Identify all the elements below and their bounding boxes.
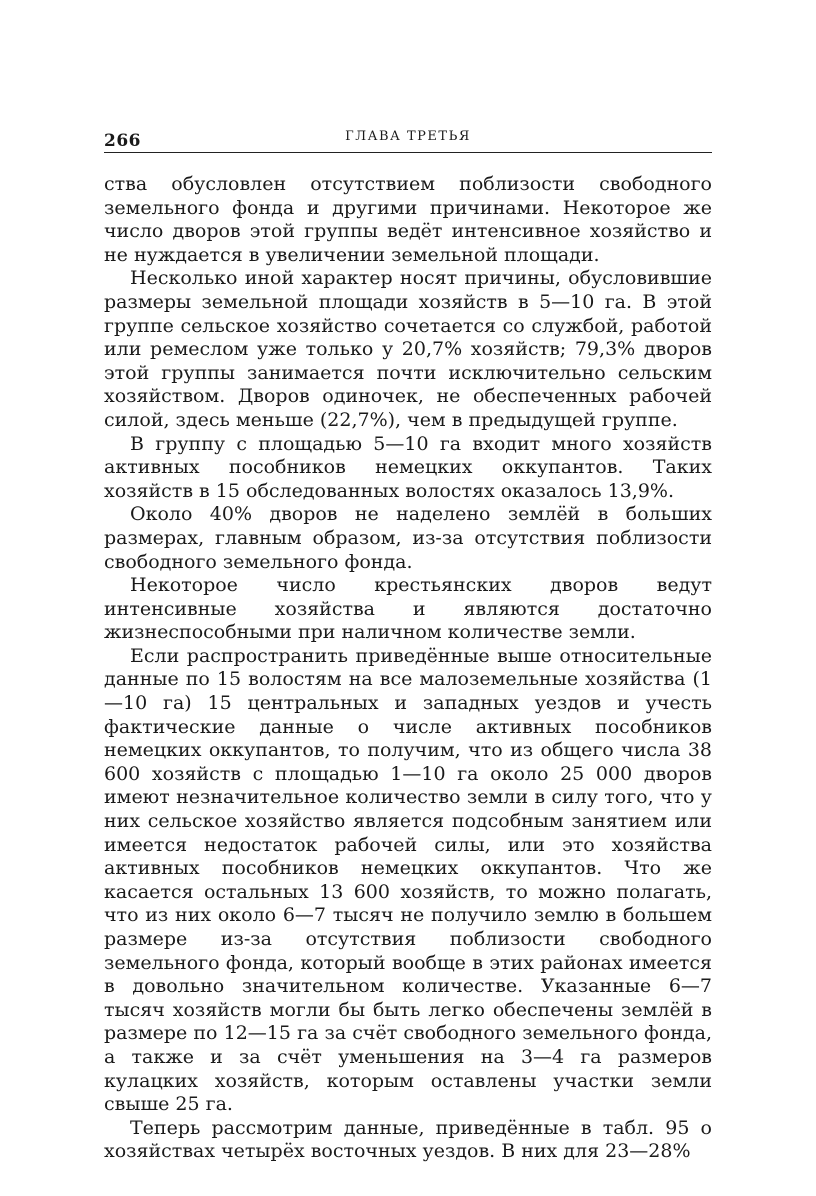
running-head <box>104 126 712 153</box>
paragraph: Около 40% дворов не наделено землёй в больших размерах, главным образом, из-за отсутствия поблизости свободного земельного фонда. <box>104 503 712 573</box>
paragraph: Теперь рассмотрим данные, приведённые в табл. 95 о хозяйствах четырёх восточных уездов. В них для 23—28% <box>104 1116 712 1163</box>
paragraph-continuation: ства обусловлен отсутствием поблизости свободного земельного фонда и другими причинами. Некоторое же число дворов этой группы ведёт интенсивное хозяйство и не нуждается в увеличении земельной площади. <box>104 173 712 266</box>
page-number: 266 <box>104 131 141 151</box>
paragraph: Несколько иной характер носят причины, обусловившие размеры земельной площади хозяйств в 5—10 га. В этой группе сельское хозяйство сочетается со службой, работой или ремеслом уже только у 20,7% хозяйств; 79,3% дворов этой группы занимается почти исключительно сельским хозяйством. Дворов одиночек, не обеспеченных рабочей силой, здесь меньше (22,7%), чем в предыдущей группе. <box>104 267 712 431</box>
chapter-title: ГЛАВА ТРЕТЬЯ <box>345 129 471 144</box>
paragraph: Некоторое число крестьянских дворов ведут интенсивные хозяйства и являются достаточно жизнеспособными при наличном количестве земли. <box>104 574 712 644</box>
book-page <box>104 126 712 1164</box>
page-body <box>104 173 712 1164</box>
paragraph: Если распространить приведённые выше относительные данные по 15 волостям на все малоземельные хозяйства (1—10 га) 15 центральных и западных уездов и учесть фактические данные о числе активных пособников немецких оккупантов, то получим, что из общего числа 38 600 хозяйств с площадью 1—10 га около 25 000 дворов имеют незначительное количество земли в силу того, что у них сельское хозяйство является подсобным занятием или имеется недостаток рабочей силы, или это хозяйства активных пособников немецких оккупантов. Что же касается остальных 13 600 хозяйств, то можно полагать, что из них около 6—7 тысяч не получило землю в большем размере из-за отсутствия поблизости свободного земельного фонда, который вообще в этих районах имеется в довольно значительном количестве. Указанные 6—7 тысяч хозяйств могли бы быть легко обеспечены землёй в размере по 12—15 га за счёт свободного земельного фонда, а также и за счёт уменьшения на 3—4 га размеров кулацких хозяйств, которым оставлены участки земли свыше 25 га. <box>104 644 712 1116</box>
paragraph: В группу с площадью 5—10 га входит много хозяйств активных пособников немецких оккупантов. Таких хозяйств в 15 обследованных волостях оказалось 13,9%. <box>104 432 712 502</box>
